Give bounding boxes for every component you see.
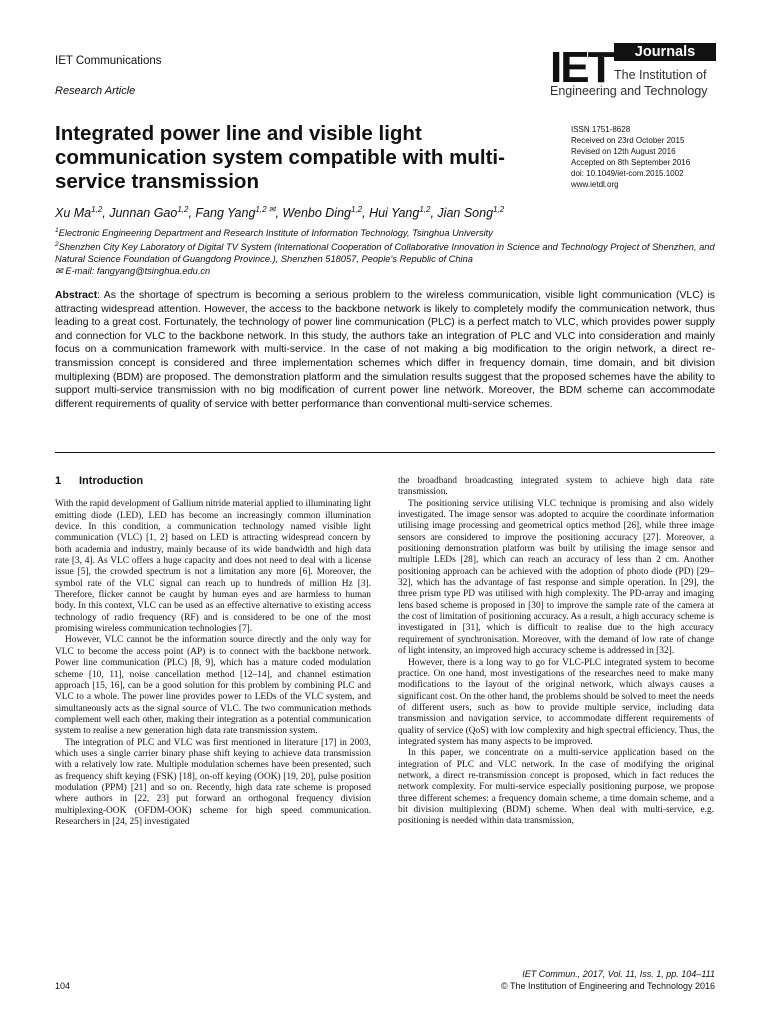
author: Wenbo Ding$^{1,2}$,	[282, 205, 370, 221]
institution-name-line2: Engineering and Technology	[550, 84, 708, 98]
paragraph: However, VLC cannot be the information source directly and the only way for VLC to become the access point (AP) is to connect with the backbone network. Power line communication (PLC) [8, 9], which has a mature coded modulation scheme [10, 11], noise cancellation method [12–14], and channel estimation approach [15, 16], can be a good solution for this problem by combining PLC and VLC to a whole. The power line provides power to LEDs of the VLC system, and simultaneously acts as the signal source of VLC. The two communication methods complement well each other, making their integration as a potential communication system to realise a new generation high data rate transmission system.	[55, 635, 371, 737]
abstract	[55, 289, 715, 411]
paper-title: Integrated power line and visible light communication system compatible with multi-service transmission	[55, 122, 505, 193]
iet-journals-logo	[550, 42, 718, 98]
author: Xu Ma$^{1,2}$,	[55, 205, 110, 221]
author-list	[55, 205, 504, 220]
paragraph: With the rapid development of Gallium nitride material applied to illuminating light emitting diode (LED), LED has become an increasingly common illumination device. In this condition, a communication technology named visible light communication (VLC) [1, 2] based on LED is attracting widespread concern by both academia and industry, mainly because of its wide bandwidth and high data rate [3, 4]. As VLC offers a huge capacity and does not need to deal with a license issue [5], the crowded spectrum is not a limitation any more [6]. Moreover, the symbol rate of the VLC signal can reach up to hundreds of million Hz [3]. Therefore, flicker cannot be caught by human eyes and are harmless to human body. In this context, VLC can be used as an effective alternative to existing access technology of radio frequency (RF) and is considered to be one of the most promising wireless communication technologies [7].	[55, 499, 371, 635]
left-column	[55, 476, 371, 828]
paragraph: The integration of PLC and VLC was first mentioned in literature [17] in 2003, which uses a single carrier binary phase shift keying to achieve data transmission with a relatively low rate. Multiple modulation schemes have been presented, such as frequency shift keying (FSK) [18], on-off keying (OOK) [19, 20], pulse position modulation (PPM) [21] and so on. Recently, high data rate scheme is proposed where authors in [22, 23] put forward an orthogonal frequency division multiplexing-OOK (OFDM-OOK) scheme for high speed communication. Researchers in [24, 25] investigated	[55, 737, 371, 827]
right-column	[398, 476, 714, 828]
journal-citation: IET Commun., 2017, Vol. 11, Iss. 1, pp. 104–111	[522, 969, 715, 979]
paragraph: The positioning service utilising VLC technique is promising and also widely investigated. The image sensor was adopted to acquire the coordinate information utilising image processing and geometrical optics method [26], while three image sensors are considered to improve the positioning accuracy [27]. Moreover, a positioning demonstration platform was built by utilising the image sensor and multiple LEDs [28], which can reach an accuracy of less than 2 cm. Another positioning approach can be achieved with the adoption of photo diode (PD) [29–32], which has the advantage of fast response and simple operation. In [29], the three prism type PD was utilised with high complexity. The PD-array and imaging lens based scheme is proposed in [30] to improve the sample rate of the camera at the cost of limitation of positioning accuracy. As a result, a high accuracy scheme is investigated in [31], which is difficult to realise due to the high accuracy requirement of synchronisation. Moreover, with the demand of low rate of change of light intensity, an improved high accuracy scheme is addressed in [32].	[398, 498, 714, 657]
website-link[interactable]: www.ietdl.org	[571, 180, 619, 189]
section-title: Introduction	[79, 475, 144, 487]
paragraph: In this paper, we concentrate on a multi-service application based on the integration of PLC and VLC network. In the case of modifying the original network, a direct re-transmission concept is proposed, which in fact reduces the network complexity. For multi-service especially positioning purpose, we propose three different schemes: a frequency domain scheme, a time domain scheme, and a bit division multiplexing (BDM) scheme. When deal with multi-service, e.g. positioning is needed within data transmission,	[398, 748, 714, 827]
affiliation-1: $^1$Electronic Engineering Department and Research Institute of Information Technology, Tsinghua University	[55, 227, 493, 239]
affiliation-2: $^2$Shenzhen City Key Laboratory of Digital TV System (International Cooperation of Collaborative Innovation in Science and Technology Project of Shenzhen, and Natural Science Foundation of Guangdong Province.), Shenzhen 518057, People’s Republic of China	[55, 241, 715, 265]
iet-logo-mark: IET	[550, 43, 613, 92]
paragraph: the broadband broadcasting integrated system to achieve high data rate transmission.	[398, 476, 714, 498]
revised-date: Revised on 12th August 2016	[571, 147, 676, 156]
article-metadata	[571, 124, 690, 190]
section-divider	[55, 452, 715, 453]
journal-name: IET Communications	[55, 55, 162, 67]
accepted-date: Accepted on 8th September 2016	[571, 158, 691, 167]
affiliations	[55, 225, 715, 277]
paragraph: However, there is a long way to go for VLC-PLC integrated system to become practice. On one hand, most investigations of the researches need to make many modifications to the layout of the original network, which always causes a significant cost. On the other hand, the problems should be solved to meet the needs of different users, such as how to provide multiple service, including data transmission and navigation service, to accommodate different requirements of quality of service (QoS) with low complexity and high spectral efficiency. Thus, the integrated system has many aspects to be improved.	[398, 657, 714, 747]
abstract-text: : As the shortage of spectrum is becoming a serious problem to the wireless communication, visible light communication (VLC) is attracting widespread attention. However, the access to the backbone network is likely to completely modify the communication network, thus leading to a great cost. Fortunately, the technology of power line communication (PLC) is a perfect match to VLC, which provides power supply and connection for VLC to the backbone network. In this study, the authors take an integration of PLC and VLC into consideration and mainly focus on a communication framework with multi-service. In the case of not making a big modification to the origin network, a direct re-transmission concept is considered and three implementation schemes which differ in frequency domain, time domain, and bit division multiplexing (BDM) are proposed. The demonstration platform and the simulation results suggest that the proposed schemes have the ability to support multi-service transmission with no big modification of current power line network. Moreover, the BDM scheme can accommodate different requirements of quality of service with better performance than conventional multi-service schemes.	[55, 290, 715, 410]
author: Hui Yang$^{1,2}$,	[369, 205, 438, 221]
issn: ISSN 1751-8628	[571, 125, 631, 134]
received-date: Received on 23rd October 2015	[571, 136, 685, 145]
section-heading	[55, 476, 371, 487]
footer-citation-block	[501, 968, 715, 992]
author: Fang Yang$^{1,2 ✉}$,	[195, 205, 283, 221]
page-number: 104	[55, 981, 71, 991]
article-type: Research Article	[55, 85, 136, 97]
corresponding-email[interactable]: ✉ E-mail: fangyang@tsinghua.edu.cn	[55, 266, 211, 277]
copyright: © The Institution of Engineering and Technology 2016	[501, 981, 715, 991]
section-number: 1	[55, 475, 62, 487]
institution-name-line1: The Institution of	[614, 68, 707, 82]
author: Jian Song$^{1,2}$	[437, 205, 505, 221]
doi[interactable]: doi: 10.1049/iet-com.2015.1002	[571, 169, 684, 178]
author: Junnan Gao$^{1,2}$,	[109, 205, 196, 221]
abstract-label: Abstract	[55, 290, 98, 301]
journals-badge: Journals	[614, 43, 716, 61]
